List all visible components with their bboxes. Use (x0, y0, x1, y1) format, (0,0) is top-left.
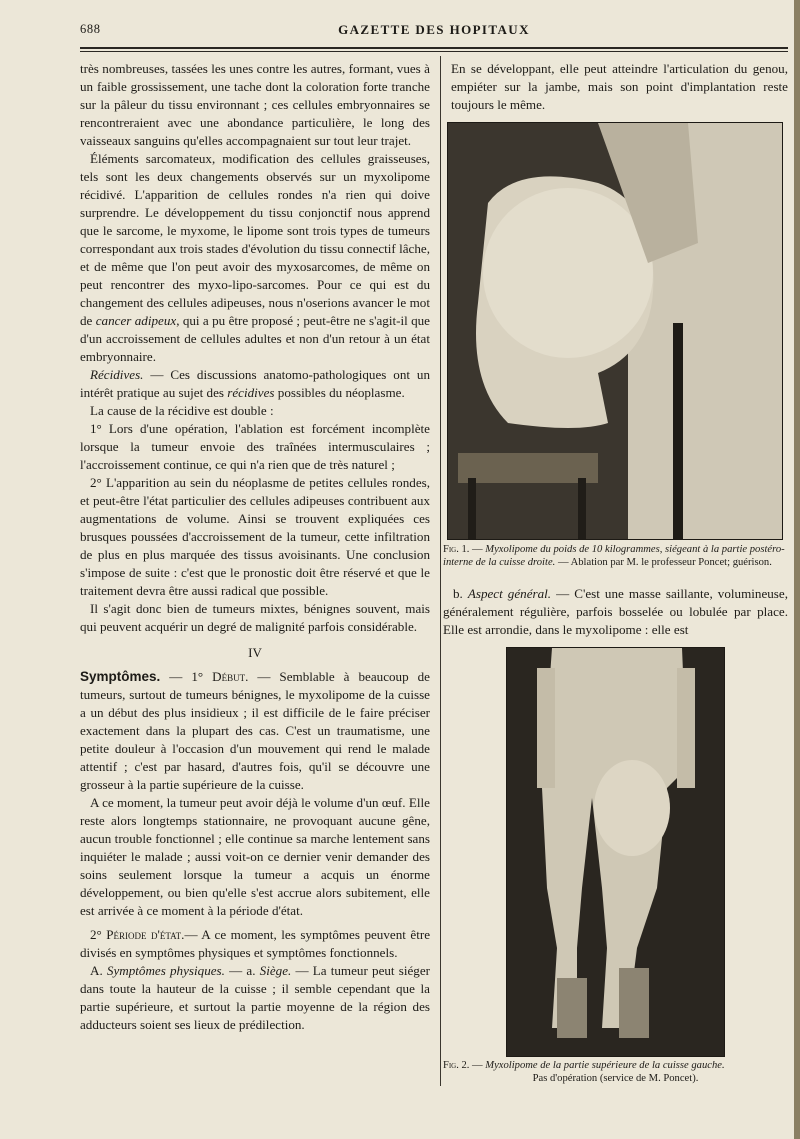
debut-heading: 1° Début. (191, 669, 249, 684)
header-rule (80, 47, 788, 49)
aspect-letter: b. (453, 586, 463, 601)
left-column (80, 60, 430, 1034)
periode-etat-heading: 2° Période d'état. (90, 927, 185, 942)
p2-text: Éléments sarcomateux, modification des cellules graisseuses, tels sont les deux changements observés sur un myxolipome récidivé. L'apparition de cellules rondes n'a rien qui doive surprendre. Le développement du tissu conjonctif nous apprend que le sarcome, le myxome, le lipome sont trois types de tumeurs correspondant aux trois stades d'évolution du tissu connectif lâche, et de même que l'on peut avoir des myxosarcomes, de même on peut rencontrer des myxo-lipo-sarcomes. Pour ce qui est du changement des cellules adipeuses, nous n'oserions avancer le mot de (80, 151, 430, 328)
paragraph-egg-volume: A ce moment, la tumeur peut avoir déjà le volume d'un œuf. Elle reste alors longtemps stationnaire, ne provoquant aucune gêne, aucun trouble fonctionnel ; elle continue sa marche lentement sans inquiéter le malade ; aussi voit-on ce dernier venir demander des soins seulement lorsque la tumeur a acquis un énorme développement, ou bien qu'elle s'est accrue alors subitement, elle est arrivée à ce moment à la période d'état. (80, 795, 430, 918)
figure-2-description: Myxolipome de la partie supérieure de la cuisse gauche. (485, 1060, 725, 1071)
paragraph-mixed-tumors: Il s'agit donc bien de tumeurs mixtes, bénignes souvent, mais qui peuvent acquérir un degré de malignité parfois considérable. (80, 601, 430, 634)
header-rule-thin (80, 51, 788, 52)
paragraph-development: En se développant, elle peut atteindre l'articulation du genou, empiéter sur la jambe, mais son point d'implantation reste toujours le même. (451, 61, 788, 112)
paragraph-sarcomatous-elements (80, 150, 430, 366)
column-divider (440, 56, 441, 1086)
recidives-heading: Récidives. (90, 367, 144, 382)
paragraph-recidives (80, 366, 430, 402)
physical-symptoms-heading: Symptômes physiques. (106, 963, 225, 978)
p3-b: possibles du néoplasme. (274, 385, 405, 400)
aspect-text: — C'est une masse saillante, volumineuse, généralement régulière, parfois bosselée ou lobulée par place. Elle est arrondie, dans le myxolipome : elle est (443, 586, 788, 637)
figure-2-image (507, 648, 724, 1056)
right-column-top (451, 60, 788, 114)
figure-2-caption: Fig. 2. — Myxolipome de la partie supérieure de la cuisse gauche. Pas d'opération (service de M. Poncet). (443, 1059, 788, 1085)
paragraph-periode-etat (80, 926, 430, 962)
p3-italic: récidives (227, 385, 275, 400)
right-column-mid (443, 585, 788, 639)
paragraph-cause: La cause de la récidive est double : (90, 403, 274, 418)
p8-text: — Semblable à beaucoup de tumeurs, surtout de tumeurs bénignes, le myxolipome de la cuisse a un début des plus insidieux ; il est difficile de le faire préciser exactement dans la plupart des cas. C'est un traumatisme, une petite douleur à l'occasion d'un mouvement qui rend le malade attentif ; c'est par hasard, d'autres fois, qu'il se découvre une grosseur à la partie supérieure de la cuisse. (80, 669, 430, 792)
p11-c: — La tumeur peut siéger dans toute la hauteur de la cuisse ; il semble cependant que la partie supérieure, et surtout la partie moyenne de la région des adducteurs soient ses lieux de prédilection. (80, 963, 431, 1032)
section-number: IV (248, 645, 262, 660)
p2-italic: cancer adipeux (95, 313, 177, 328)
p2-end: , qui a pu être proposé ; peut-être ne s'agit-il que d'un accroissement de cellules adultes et non d'un retour à un état embryonnaire. (80, 313, 430, 364)
paragraph-siege (80, 962, 430, 1034)
figure-1-image (448, 123, 782, 539)
running-header (80, 22, 788, 42)
figure-2-photograph (506, 647, 725, 1057)
p10-text: — A ce moment, les symptômes peuvent être divisés en symptômes physiques et symptômes fonctionnels. (80, 927, 431, 960)
p3-a: — Ces discussions anatomo-pathologiques ont un intérêt pratique au sujet des (80, 367, 430, 400)
figure-1-description: Myxolipome du poids de 10 kilogrammes, siégeant à la partie postéro-interne de la cuisse droite. (443, 544, 785, 568)
journal-title: GAZETTE DES HOPITAUX (338, 22, 530, 37)
paragraph-aspect (443, 585, 788, 639)
figure-2-label: Fig. 2. (443, 1060, 470, 1071)
page-number: 688 (80, 22, 101, 36)
p11-a: A. (90, 963, 103, 978)
figure-1-caption: Fig. 1. — Myxolipome du poids de 10 kilogrammes, siégeant à la partie postéro-interne de la cuisse droite. — Ablation par M. le professeur Poncet; guérison. (443, 544, 785, 568)
paragraph-point-2: 2° L'apparition au sein du néoplasme de petites cellules rondes, et peut-être l'état particulier des cellules adipeuses contribuent aux augmentations de volume. Ainsi se trouvent expliquées ces brusques poussées d'accroissement de la tumeur, cette infiltration de plus en plus marquée des tissus avoisinants. Une conclusion s'impose de suite : c'est que le pronostic doit être réservé et que le traitement devra être aussi radical que possible. (80, 475, 430, 598)
aspect-heading: Aspect général. (467, 586, 552, 601)
siege-heading: Siège. (259, 963, 292, 978)
p11-b: — a. (224, 963, 256, 978)
figure-1-credit: — Ablation par M. le professeur Poncet; guérison. (555, 557, 772, 568)
symptoms-heading: Symptômes. (80, 669, 161, 684)
paragraph-embryonic-cells: très nombreuses, tassées les unes contre les autres, formant, vues à un faible grossissement, une tache dont la coloration forte tranche sur la pâleur du tissu environnant ; ces cellules embryonnaires se rencontreraient avec une abondance particulière, le long des vaisseaux sanguins qu'elles accompagnaient sur tout leur trajet. (80, 61, 430, 148)
paragraph-symptoms: Symptômes. — 1° Début. — Semblable à beaucoup de tumeurs, surtout de tumeurs bénignes, le myxolipome de la cuisse a un début des plus insidieux ; il est difficile de le faire préciser exactement dans la plupart des cas. C'est un traumatisme, une petite douleur à l'occasion d'un mouvement qui rend le malade attentif ; c'est par hasard, d'autres fois, qu'il se découvre une grosseur à la partie supérieure de la cuisse. (80, 669, 430, 792)
figure-1-label: Fig. 1. (443, 544, 470, 555)
page-edge (794, 0, 800, 1139)
figure-1-photograph (447, 122, 783, 540)
figure-2-note: Pas d'opération (service de M. Poncet). (532, 1073, 699, 1084)
paragraph-point-1: 1° Lors d'une opération, l'ablation est forcément incomplète lorsque la tumeur envoie des traînées intermusculaires ; l'accroissement continue, ce qui n'a rien que de très naturel ; (80, 421, 430, 472)
